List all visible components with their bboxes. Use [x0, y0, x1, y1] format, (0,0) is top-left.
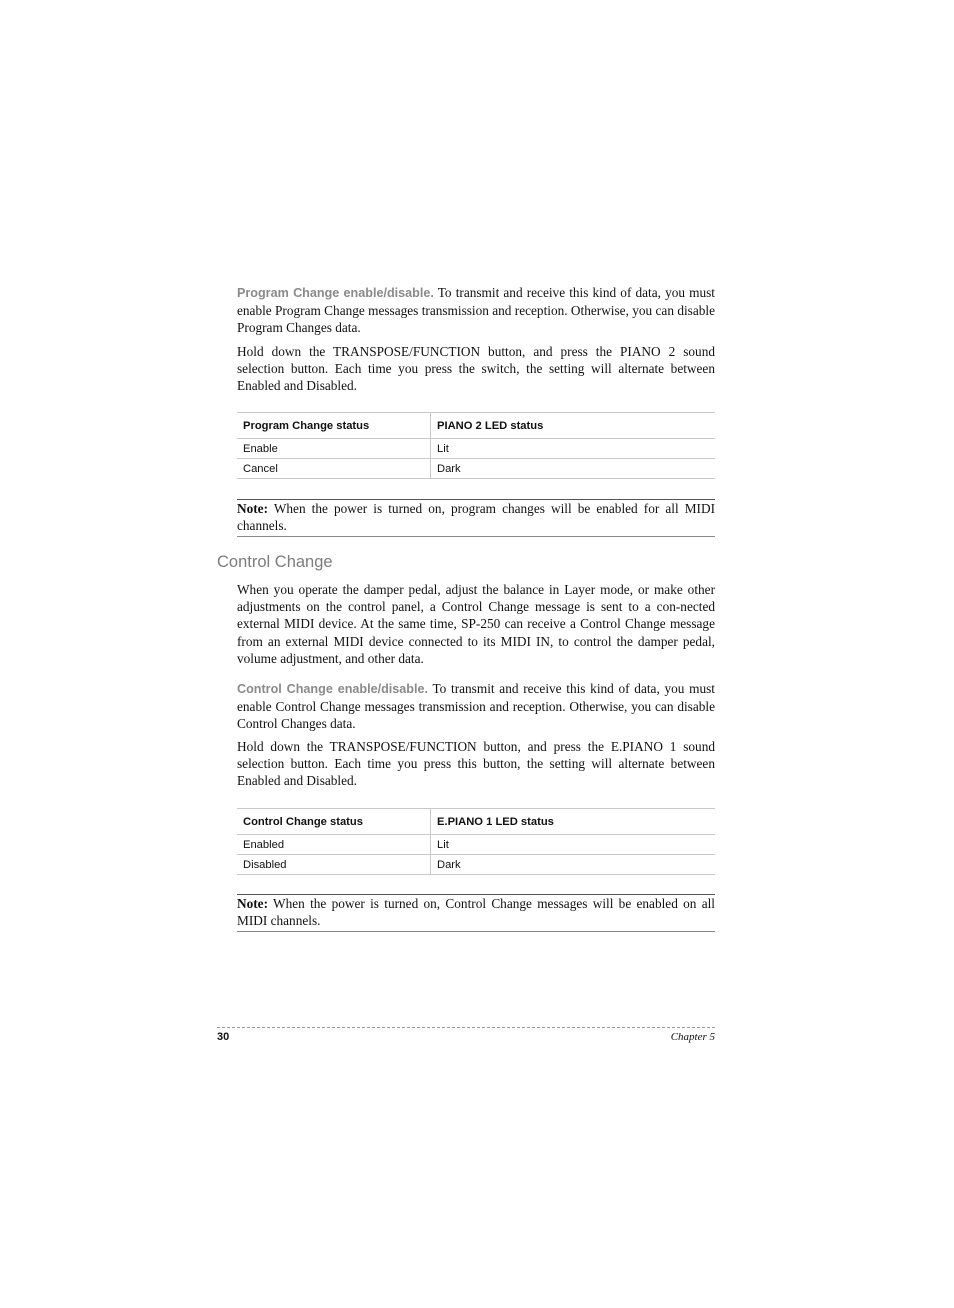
- table-header-cell: Program Change status: [237, 413, 431, 439]
- control-change-table: [237, 808, 715, 875]
- control-change-intro: [237, 680, 715, 733]
- table-row: [237, 459, 715, 479]
- table-row: [237, 439, 715, 459]
- table-cell: Lit: [431, 835, 716, 855]
- table-header-row: [237, 413, 715, 439]
- control-change-lead: Control Change enable/disable.: [237, 682, 428, 696]
- table-header-cell: Control Change status: [237, 809, 431, 835]
- control-change-note: [237, 894, 715, 932]
- note-label: Note:: [237, 501, 269, 516]
- control-change-description: When you operate the damper pedal, adjust the balance in Layer mode, or make other adjustments on the control panel, a Control Change message is sent to a con-nected external MIDI device. At the same time, SP-250 can receive a Control Change message from an external MIDI device connected to its MIDI IN, to control the damper pedal, volume adjustment, and other data.: [237, 582, 715, 666]
- table-header-cell: PIANO 2 LED status: [431, 413, 716, 439]
- note-label: Note:: [237, 896, 269, 911]
- program-change-instructions: Hold down the TRANSPOSE/FUNCTION button, and press the PIANO 2 sound selection button. Each time you press the switch, the setting will alternate between Enabled and Disabled.: [237, 344, 715, 394]
- note-text: When the power is turned on, program changes will be enabled for all MIDI channels.: [237, 501, 715, 534]
- program-change-intro: [237, 284, 715, 337]
- footer-divider: [217, 1027, 715, 1028]
- section-heading: Control Change: [217, 553, 333, 571]
- table-header-row: [237, 809, 715, 835]
- table-cell: Lit: [431, 439, 716, 459]
- table-cell: Cancel: [237, 459, 431, 479]
- page-number: 30: [217, 1031, 230, 1043]
- program-change-note: [237, 499, 715, 537]
- program-change-table: [237, 412, 715, 479]
- table-cell: Dark: [431, 855, 716, 875]
- table-cell: Enabled: [237, 835, 431, 855]
- table-row: [237, 855, 715, 875]
- table-cell: Disabled: [237, 855, 431, 875]
- program-change-lead: Program Change enable/disable.: [237, 286, 434, 300]
- table-cell: Dark: [431, 459, 716, 479]
- table-row: [237, 835, 715, 855]
- control-change-intro-text: To transmit and receive this kind of data, you must enable Control Change messages transmission and reception. Otherwise, you can disable Control Changes data.: [237, 681, 715, 732]
- program-change-intro-text: To transmit and receive this kind of data, you must enable Program Change messages transmission and reception. Otherwise, you can disable Program Changes data.: [237, 285, 716, 336]
- note-text: When the power is turned on, Control Change messages will be enabled on all MIDI channels.: [237, 896, 715, 929]
- table-cell: Enable: [237, 439, 431, 459]
- table-header-cell: E.PIANO 1 LED status: [431, 809, 716, 835]
- chapter-label: Chapter 5: [670, 1031, 715, 1043]
- control-change-instructions: Hold down the TRANSPOSE/FUNCTION button, and press the E.PIANO 1 sound selection button. Each time you press this button, the setting will alternate between Enabled and Disabled.: [237, 739, 715, 789]
